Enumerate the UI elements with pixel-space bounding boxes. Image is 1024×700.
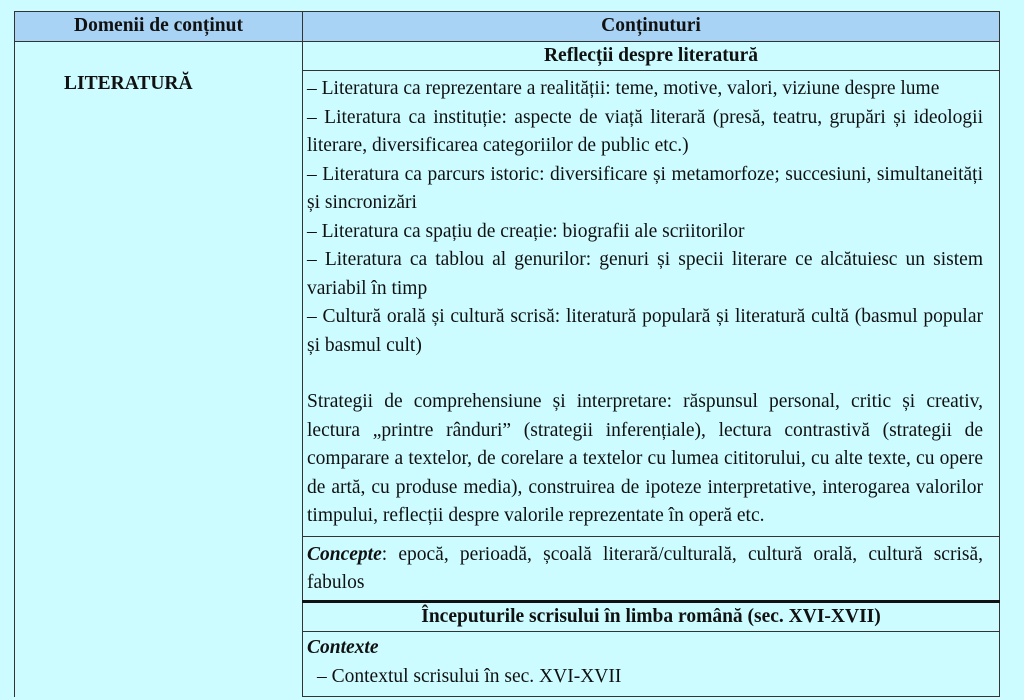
domain-cell: LITERATURĂ — [15, 41, 303, 697]
concepts-cell — [303, 536, 1000, 601]
header-contents: Conținuturi — [303, 12, 1000, 42]
list-item: – Literatura ca reprezentare a realității: teme, motive, valori, viziune despre lume — [307, 78, 940, 99]
header-row — [15, 12, 1000, 42]
list-item: – Literatura ca instituție: aspecte de viață literară (presă, teatru, grupări și ideologii literare, diversificarea categoriilor de public etc.) — [307, 106, 983, 156]
concepts-label: Concepte — [307, 543, 382, 565]
curriculum-table — [14, 11, 1000, 697]
section-title: Reflecții despre literatură — [303, 41, 1000, 71]
list-item: – Cultură orală și cultură scrisă: literatură populară și literatură cultă (basmul popular și basmul cult) — [307, 306, 983, 356]
content-list — [303, 71, 1000, 537]
contexts-label: Contexte — [307, 637, 379, 658]
strategies-text: Strategii de comprehensiune și interpretare: răspunsul personal, critic și creativ, lectura „printre rânduri” (strategii inferențiale), lectura contrastivă (strategii de comparare a textelor, de corelare a textelor cu lumea cititorului, cu alte texte, cu opere de artă, cu produse media), construirea de ipoteze interpretative, interogarea valorilor timpului, reflecții despre valorile reprezentate în operă etc. — [307, 391, 983, 526]
concepts-text: : epocă, perioadă, școală literară/culturală, cultură orală, cultură scrisă, fabulos — [307, 543, 983, 593]
section-title: Începuturile scrisului în limba română (sec. XVI-XVII) — [303, 601, 1000, 632]
list-item: – Literatura ca tablou al genurilor: genuri și specii literare ce alcătuiesc un sistem variabil în timp — [307, 249, 983, 299]
list-item: – Contextul scrisului în sec. XVI-XVII — [317, 665, 622, 687]
list-item: – Literatura ca spațiu de creație: biografii ale scriitorilor — [307, 220, 745, 242]
header-domains: Domenii de conținut — [15, 12, 303, 42]
list-item: – Literatura ca parcurs istoric: diversificare și metamorfoze; succesiuni, simultaneități și sincronizări — [307, 163, 983, 213]
contexts-cell — [303, 632, 1000, 697]
